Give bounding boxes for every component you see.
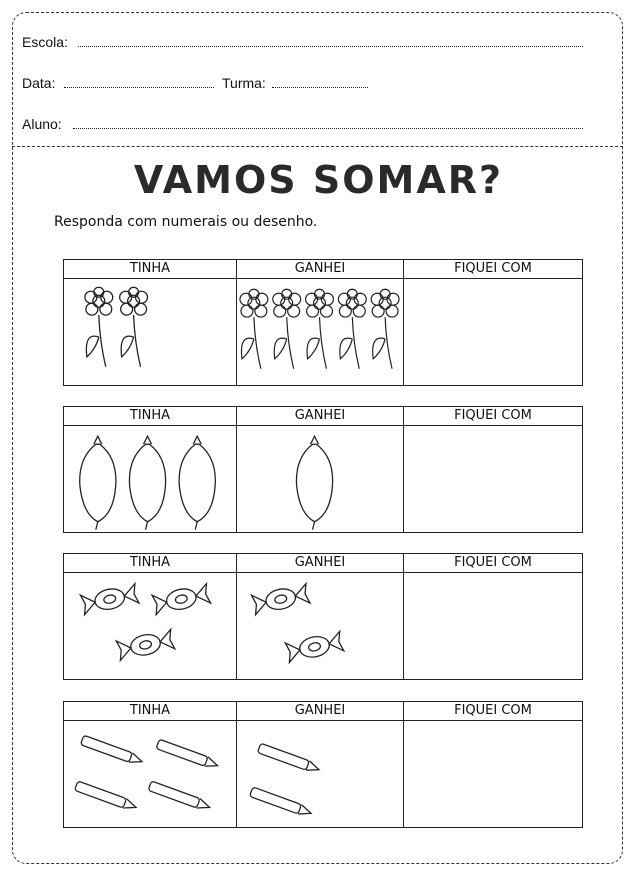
flower-icon bbox=[240, 289, 268, 369]
instruction-text: Responda com numerais ou desenho. bbox=[54, 214, 318, 230]
pencil-icon bbox=[80, 735, 143, 766]
flower-icon bbox=[338, 289, 366, 369]
total-answer-cell[interactable] bbox=[404, 721, 583, 828]
fruit-icon-group bbox=[64, 426, 236, 532]
school-label: Escola: bbox=[22, 34, 68, 50]
candy-icon-group bbox=[237, 573, 403, 679]
fruit-icon bbox=[296, 436, 332, 529]
student-label: Aluno: bbox=[22, 116, 62, 132]
flower-icon-group bbox=[237, 279, 403, 385]
total-answer-cell[interactable] bbox=[404, 279, 583, 386]
school-field[interactable] bbox=[78, 46, 583, 47]
pencil-icon bbox=[250, 787, 313, 818]
fruit-icon bbox=[179, 436, 215, 529]
candy-icon bbox=[116, 629, 175, 660]
candy-icon-group bbox=[64, 573, 236, 679]
pencil-icon bbox=[257, 743, 320, 774]
column-header-total: FIQUEI COM bbox=[404, 260, 583, 279]
gained-cell bbox=[237, 426, 404, 533]
gained-cell bbox=[237, 279, 404, 386]
column-header-total: FIQUEI COM bbox=[404, 554, 583, 573]
flower-icon-group bbox=[64, 279, 236, 385]
column-header-gained: GANHEI bbox=[237, 260, 404, 279]
exercise-table-1 bbox=[63, 259, 583, 386]
fruit-icon-group bbox=[237, 426, 403, 532]
class-field[interactable] bbox=[272, 87, 368, 88]
column-header-had: TINHA bbox=[64, 702, 237, 721]
candy-icon bbox=[285, 631, 344, 662]
student-field[interactable] bbox=[73, 128, 583, 129]
date-field[interactable] bbox=[64, 87, 214, 88]
pencil-icon-group bbox=[64, 721, 236, 827]
exercise-table-3 bbox=[63, 553, 583, 680]
candy-icon bbox=[80, 584, 139, 615]
total-answer-cell[interactable] bbox=[404, 573, 583, 680]
gained-cell bbox=[237, 721, 404, 828]
column-header-gained: GANHEI bbox=[237, 554, 404, 573]
pencil-icon bbox=[148, 781, 211, 812]
pencil-icon bbox=[75, 781, 138, 812]
flower-icon bbox=[120, 287, 148, 367]
total-answer-cell[interactable] bbox=[404, 426, 583, 533]
flower-icon bbox=[306, 289, 334, 369]
had-cell bbox=[64, 721, 237, 828]
fruit-icon bbox=[80, 436, 116, 529]
gained-cell bbox=[237, 573, 404, 680]
exercise-table-2 bbox=[63, 406, 583, 533]
column-header-had: TINHA bbox=[64, 554, 237, 573]
flower-icon bbox=[371, 289, 399, 369]
column-header-total: FIQUEI COM bbox=[404, 407, 583, 426]
had-cell bbox=[64, 426, 237, 533]
flower-icon bbox=[273, 289, 301, 369]
column-header-had: TINHA bbox=[64, 260, 237, 279]
column-header-gained: GANHEI bbox=[237, 407, 404, 426]
had-cell bbox=[64, 279, 237, 386]
header-divider bbox=[12, 146, 623, 147]
had-cell bbox=[64, 573, 237, 680]
page-title: VAMOS SOMAR? bbox=[133, 158, 504, 202]
fruit-icon bbox=[129, 436, 165, 529]
column-header-gained: GANHEI bbox=[237, 702, 404, 721]
date-label: Data: bbox=[22, 75, 56, 91]
flower-icon bbox=[85, 287, 113, 367]
column-header-total: FIQUEI COM bbox=[404, 702, 583, 721]
candy-icon bbox=[251, 584, 310, 615]
column-header-had: TINHA bbox=[64, 407, 237, 426]
exercise-table-4 bbox=[63, 701, 583, 828]
class-label: Turma: bbox=[222, 75, 266, 91]
candy-icon bbox=[152, 584, 211, 615]
pencil-icon-group bbox=[237, 721, 403, 827]
pencil-icon bbox=[156, 739, 219, 770]
